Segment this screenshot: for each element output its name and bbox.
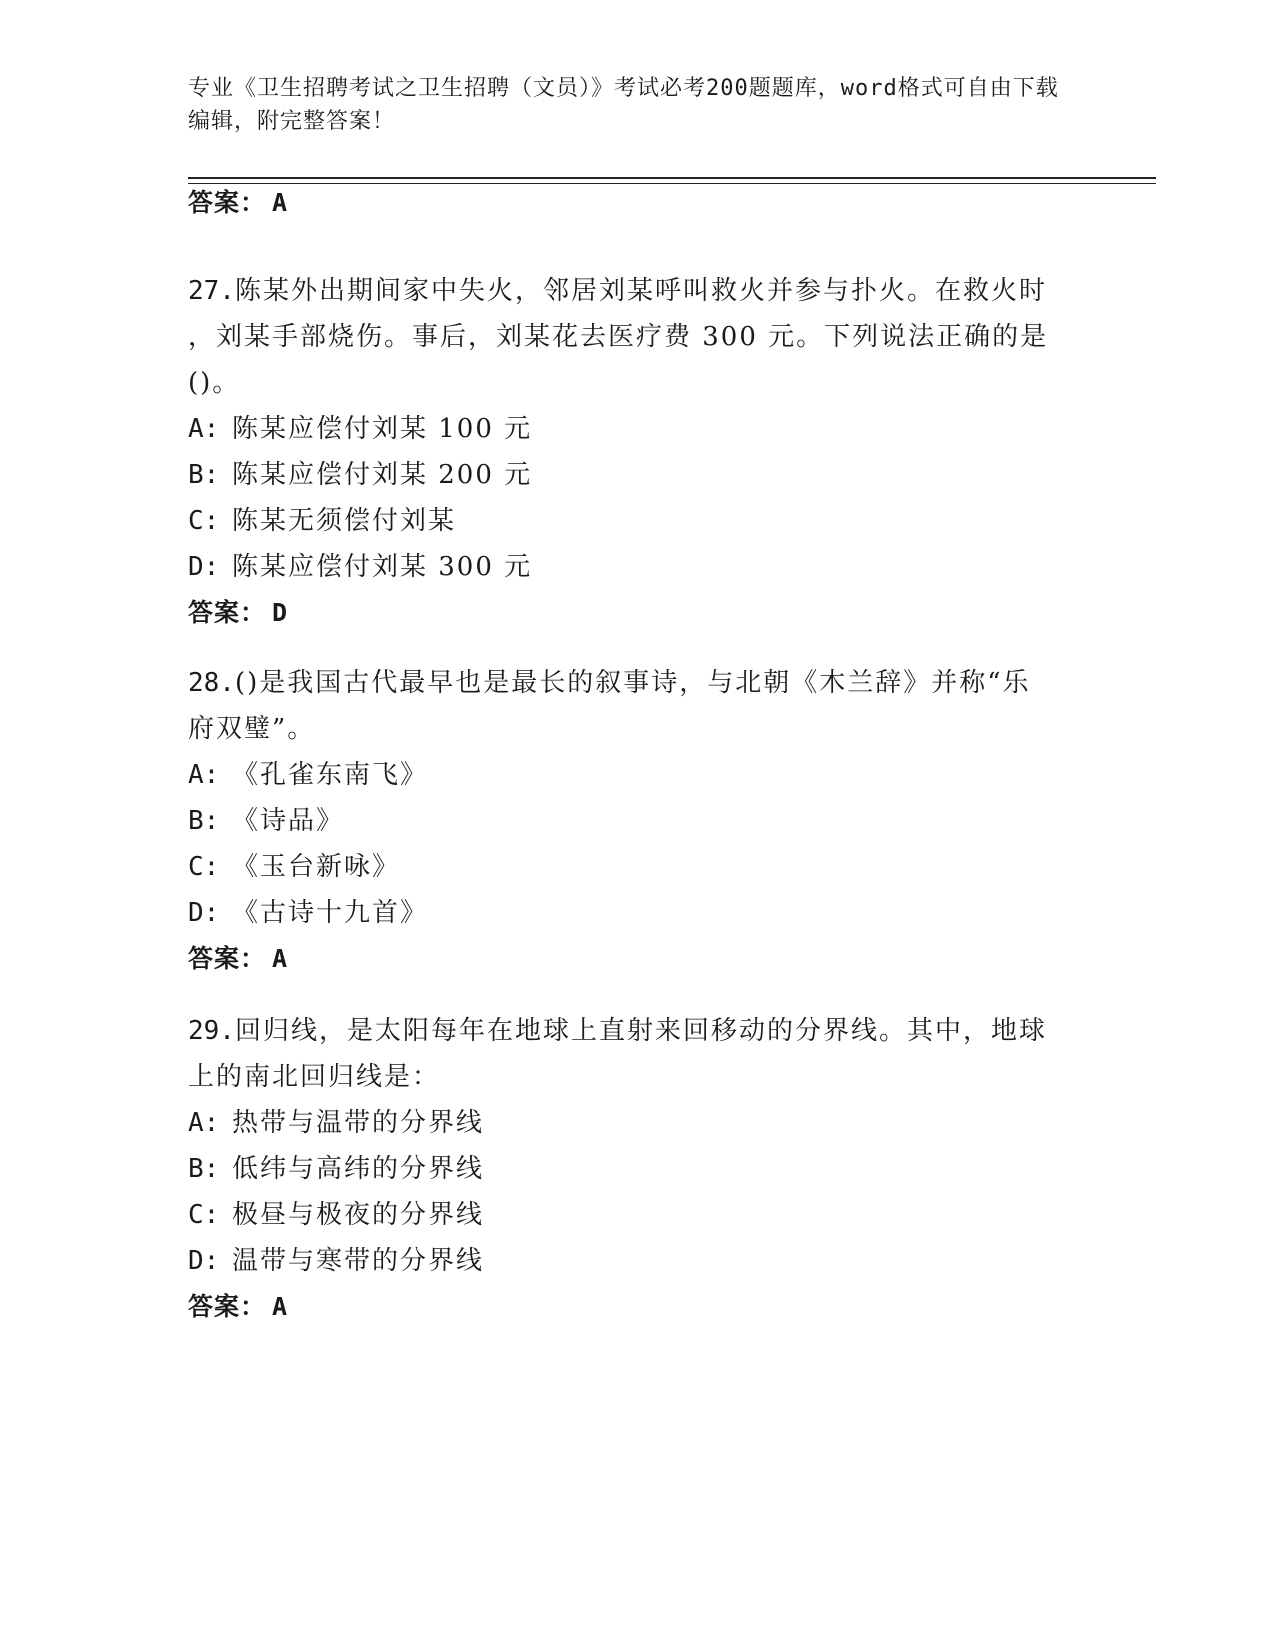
answer-label: 答案： [188,598,267,627]
stem-line: 回归线，是太阳每年在地球上直射来回移动的分界线。其中，地球 [234,1016,1047,1046]
option-text: 温带与寒带的分界线 [232,1246,485,1276]
option-letter: C: [188,852,220,882]
option-text: 《古诗十九首》 [232,898,429,928]
option-d [188,544,1088,590]
question-answer [188,1284,1088,1330]
previous-answer [188,186,288,220]
option-c [188,1192,1088,1238]
answer-label: 答案： [188,1292,267,1321]
header-divider-thin [188,183,1156,184]
option-b [188,452,1088,498]
question-number: 29. [188,1016,235,1046]
option-text: 热带与温带的分界线 [232,1108,485,1138]
stem-line: ()是我国古代最早也是最长的叙事诗，与北朝《木兰辞》并称“乐 [234,668,1031,698]
option-d [188,1238,1088,1284]
option-b [188,1146,1088,1192]
option-text: 《玉台新咏》 [232,852,401,882]
option-letter: D: [188,1246,220,1276]
option-d [188,890,1088,936]
stem-line: ()。 [188,368,241,398]
option-text: 陈某应偿付刘某 200 元 [232,460,533,490]
option-letter: B: [188,460,220,490]
option-c [188,498,1088,544]
option-c [188,844,1088,890]
option-letter: B: [188,1154,220,1184]
question-27 [188,268,1088,636]
option-letter: A: [188,414,220,444]
answer-label: 答案： [188,944,267,973]
stem-line: 府双璧”。 [188,714,316,744]
option-letter: C: [188,506,220,536]
option-a [188,406,1088,452]
option-letter: D: [188,898,220,928]
option-letter: A: [188,760,220,790]
option-text: 陈某无须偿付刘某 [232,506,457,536]
question-stem [188,1008,1088,1054]
answer-value: D [272,598,289,627]
question-answer [188,590,1088,636]
option-letter: D: [188,552,220,582]
stem-line: 上的南北回归线是： [188,1062,441,1092]
question-stem [188,660,1088,706]
answer-value: A [272,188,289,217]
option-b [188,798,1088,844]
option-letter: B: [188,806,220,836]
stem-line: ，刘某手部烧伤。事后，刘某花去医疗费 300 元。下列说法正确的是 [188,322,1049,352]
answer-value: A [272,1292,289,1321]
option-letter: C: [188,1200,220,1230]
option-text: 《孔雀东南飞》 [232,760,429,790]
answer-label: 答案： [188,188,267,217]
header-divider-thick [188,177,1156,179]
option-a [188,752,1088,798]
question-number: 27. [188,276,235,306]
option-text: 陈某应偿付刘某 100 元 [232,414,533,444]
question-28 [188,660,1088,982]
option-text: 《诗品》 [232,806,345,836]
page-header-text: 专业《卫生招聘考试之卫生招聘（文员）》考试必考200题题库，word格式可自由下载编辑，附完整答案！ [188,76,1059,134]
option-letter: A: [188,1108,220,1138]
option-text: 极昼与极夜的分界线 [232,1200,485,1230]
question-29 [188,1008,1088,1330]
stem-line: 陈某外出期间家中失火，邻居刘某呼叫救火并参与扑火。在救火时 [234,276,1047,306]
question-number: 28. [188,668,235,698]
question-answer [188,936,1088,982]
option-a [188,1100,1088,1146]
option-text: 低纬与高纬的分界线 [232,1154,485,1184]
answer-value: A [272,944,289,973]
question-stem [188,268,1088,314]
option-text: 陈某应偿付刘某 300 元 [232,552,533,582]
